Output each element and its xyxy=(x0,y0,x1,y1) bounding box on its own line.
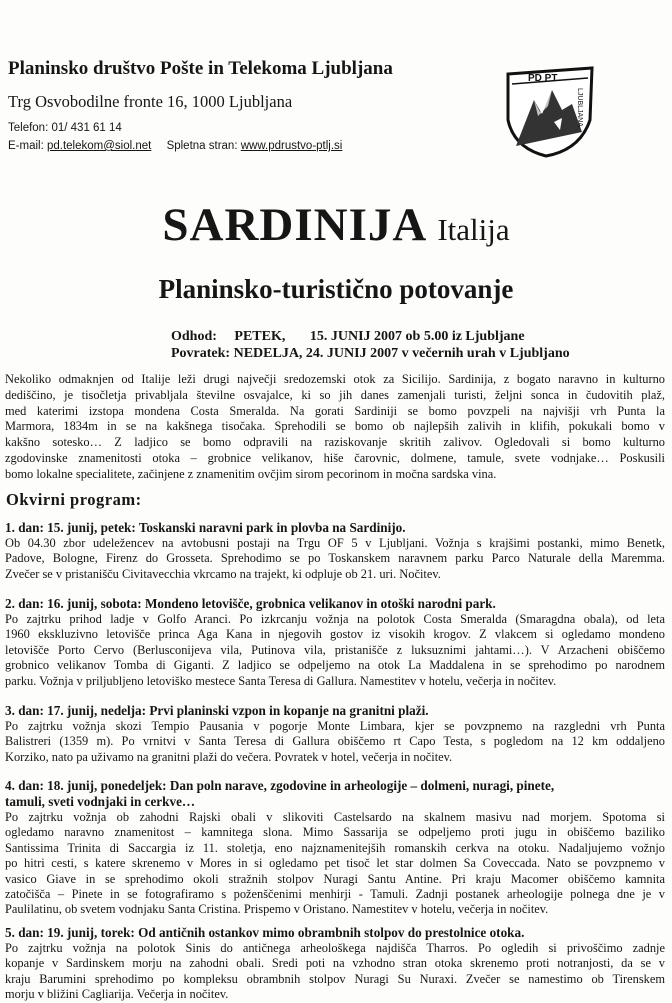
organization-name: Planinsko društvo Pošte in Telekoma Ljubljana xyxy=(8,58,393,79)
day-2-section xyxy=(5,596,665,689)
day-heading-line: 5. dan: 19. junij, torek: Od antičnih ostankov mimo obrambnih stolpov do prestolnice otoka. xyxy=(5,925,525,940)
day-line: kraju Barumini sprehodimo po kompleksu obrambnih stolpov Nuragi Su Nuraxi. Zvečer se namestimo ob Tirenskem xyxy=(5,971,665,986)
day-heading xyxy=(5,703,665,719)
day-line: Po zajtrku vožnja na polotok Sinis do antičnega arheološkega najdišča Tharros. Po ogledih si privoščimo zadnje xyxy=(5,941,665,955)
day-heading-line: 4. dan: 18. junij, ponedeljek: Dan poln narave, zgodovine in arheologije – dolmeni, nuragi, pinete, xyxy=(5,778,555,793)
intro-line: bomo lokalne specialitete, začinjene z znamenitim ovčjim sirom pecorinom in močna sardska vina. xyxy=(5,466,497,481)
email-link[interactable]: pd.telekom@siol.net xyxy=(46,140,152,152)
intro-paragraph xyxy=(5,372,665,483)
day-line: po hitri cesti, s katere skrenemo v Mores in si ogledamo pet tisoč let star dolmen Sa Coveccada. Nato se povzpnemo v xyxy=(5,856,665,871)
organization-contact xyxy=(8,140,342,152)
day-heading xyxy=(5,596,665,612)
intro-line: Marmora, 1834m in se na kakšnega tisočaka. Sprehodili se bomo ob najlepših zalivih in klifih, pokukali bomo v xyxy=(5,419,665,434)
day-description xyxy=(5,719,665,765)
trip-dates xyxy=(171,328,570,362)
day-line: Padove, Bologne, Firenz do Grosseta. Sprehodimo se po Toskanskem naravnem parku Parco Naturale della Maremma. xyxy=(5,551,665,566)
day-line: ogledamo naravno znamenitost – kamnitega slona. Mimo Sassarija se odpeljemo proti jugu in obiščemo baziliko xyxy=(5,825,665,840)
day-line: Po zajtrku vožnja skozi Tempio Pausania v pogorje Monte Limbara, kjer se povzpnemo na razgledni vrh Punta xyxy=(5,719,665,733)
email-label: E-mail: xyxy=(8,140,44,152)
day-line: Ob 04.30 zbor udeležencev na avtobusni postaji na Trgu OF 5 v Ljubljani. Vožnja s krajšimi postanki, mimo Benetk, xyxy=(5,536,665,550)
day-description xyxy=(5,810,665,918)
day-line: Paulilatinu, ob svetem vodnjaku Santa Cristina. Prispemo v Oristano. Namestitev v hotelu, večerja in nočitev. xyxy=(5,902,549,917)
organization-phone: Telefon: 01/ 431 61 14 xyxy=(8,122,122,134)
day-line: kopanje v Sardinskem morju na zahodni obali. Sredi poti na vzhodno stran otoka skrenemo proti notranjosti, da se v xyxy=(5,956,665,971)
day-heading-line: tamuli, sveti vodnjaki in cerkve… xyxy=(5,794,196,809)
day-line: Korziko, nato pa uživamo na granitni plaži do večera. Povratek v hotel, večerja in nočitev. xyxy=(5,749,453,764)
logo-side-text: LJUBLJANA xyxy=(576,88,583,127)
day-line: Po zajtrku prihod ladje v Golfo Aranci. Po izkrcanju vožnja na polotok Costa Smeralda (Smaragdna obala), od leta xyxy=(5,612,665,626)
intro-line: zgodovinske znamenitosti otoka – grobnice velikanov, hiše čarovnic, dolmene, tamule, svete vodnjake… Poskusili xyxy=(5,450,665,465)
day-line: vasico Giave in se sprehodimo okoli stražnih stolpov Nuragi Santu Antine. Pri kraju Macomer obiščemo kamnita xyxy=(5,871,665,886)
day-heading xyxy=(5,925,665,941)
day-line: grobnico velikanov Tomba di Giganti. Z ladjico se odpeljemo na otok La Maddalena in se sprehodimo po narodnem xyxy=(5,658,665,673)
document-subtitle: Planinsko-turistično potovanje xyxy=(158,274,514,304)
day-heading xyxy=(5,778,665,810)
day-5-section xyxy=(5,925,665,1003)
intro-line: med katerimi izstopa mondena Costa Smeralda. Na gorati Sardiniji se bomo povzpeli na najvišji vrh Punta la xyxy=(5,403,665,418)
title-country: Italija xyxy=(437,212,510,247)
day-heading-line: 2. dan: 16. junij, sobota: Mondeno letovišče, grobnica velikanov in otoški narodni park. xyxy=(5,596,496,611)
day-line: Balistreri (1359 m). Po vrnitvi v Santa Teresa di Gallura obiščemo rt Capo Testa, s pogledom na 12 km oddaljeno xyxy=(5,734,665,749)
return-line: Povratek: NEDELJA, 24. JUNIJ 2007 v večernih urah v Ljubljano xyxy=(171,346,570,361)
document-title xyxy=(0,198,672,252)
day-line: Po zajtrku vožnja ob zahodni Rajski obali v slikoviti Castelsardo na skalnem masivu nad morjem. Spotoma si xyxy=(5,810,665,824)
program-heading: Okvirni program: xyxy=(6,490,142,509)
day-description xyxy=(5,536,665,582)
organization-address: Trg Osvobodilne fronte 16, 1000 Ljubljana xyxy=(8,92,293,111)
web-link[interactable]: www.pdrustvo-ptlj.si xyxy=(240,140,343,152)
intro-line: Nekoliko odmaknjen od Italije leži drugi največji sredozemski otok za Sicilijo. Sardinija, z bogato naravno in kulturno xyxy=(5,372,665,386)
departure-line: Odhod: PETEK, 15. JUNIJ 2007 ob 5.00 iz Ljubljane xyxy=(171,329,525,344)
day-line: Santissima Trinita di Saccargia iz 11. stoletja, eno najznamenitejših romanskih cerkva na otoku. Nadaljujemo vožnjo xyxy=(5,840,665,855)
intro-line: dediščino, je tisočletja privabljala številne osvajalce, ki so jih danes zamenjali turisti, željni sonca in čudovitih plaž, xyxy=(5,387,665,402)
day-line: 1960 ekskluzivno letovišče princa Aga Kana in njegovih gostov iz visokih krogov. Z vlakcem si ogledamo mondeno xyxy=(5,627,665,642)
day-line: Zvečer se v pristanišču Civitavecchia vkrcamo na trajekt, ki odpluje ob 21. uri. Nočitev. xyxy=(5,566,441,581)
club-logo-icon xyxy=(500,60,600,160)
day-line: letovišče Porto Cervo (Berlusconijeva vila, Putinova vila, pristanišče z luksuznimi jahtami…). V Arzacheni obiščemo xyxy=(5,642,665,657)
day-1-section xyxy=(5,520,665,582)
day-heading-line: 3. dan: 17. junij, nedelja: Prvi planinski vzpon in kopanje na granitni plaži. xyxy=(5,703,429,718)
title-main: SARDINIJA xyxy=(162,199,428,251)
day-description xyxy=(5,941,665,1003)
day-3-section xyxy=(5,703,665,765)
web-label: Spletna stran: xyxy=(166,140,238,152)
day-line: parku. Vožnja v priljubljeno letoviško mestece Santa Teresa di Gallura. Namestitev v hotelu, večerja in nočitev. xyxy=(5,673,557,688)
logo-text: PD PT xyxy=(528,73,558,84)
day-heading xyxy=(5,520,665,536)
intro-line: kakšno sotesko… Z ladjico se bomo odpravili na raziskovanje skritih zalivov. Ogledovali si bomo kulturno xyxy=(5,435,665,450)
day-line: morju v bližini Cagliarija. Večerja in nočitev. xyxy=(5,987,229,1002)
day-line: zatočišča – Pinete in se fotografiramo s poženščenimi menhirji - Tamuli. Zadnji postanek arheologije polnega dne je v xyxy=(5,887,665,902)
day-description xyxy=(5,612,665,689)
day-heading-line: 1. dan: 15. junij, petek: Toskanski naravni park in plovba na Sardinijo. xyxy=(5,520,406,535)
day-4-section xyxy=(5,778,665,918)
